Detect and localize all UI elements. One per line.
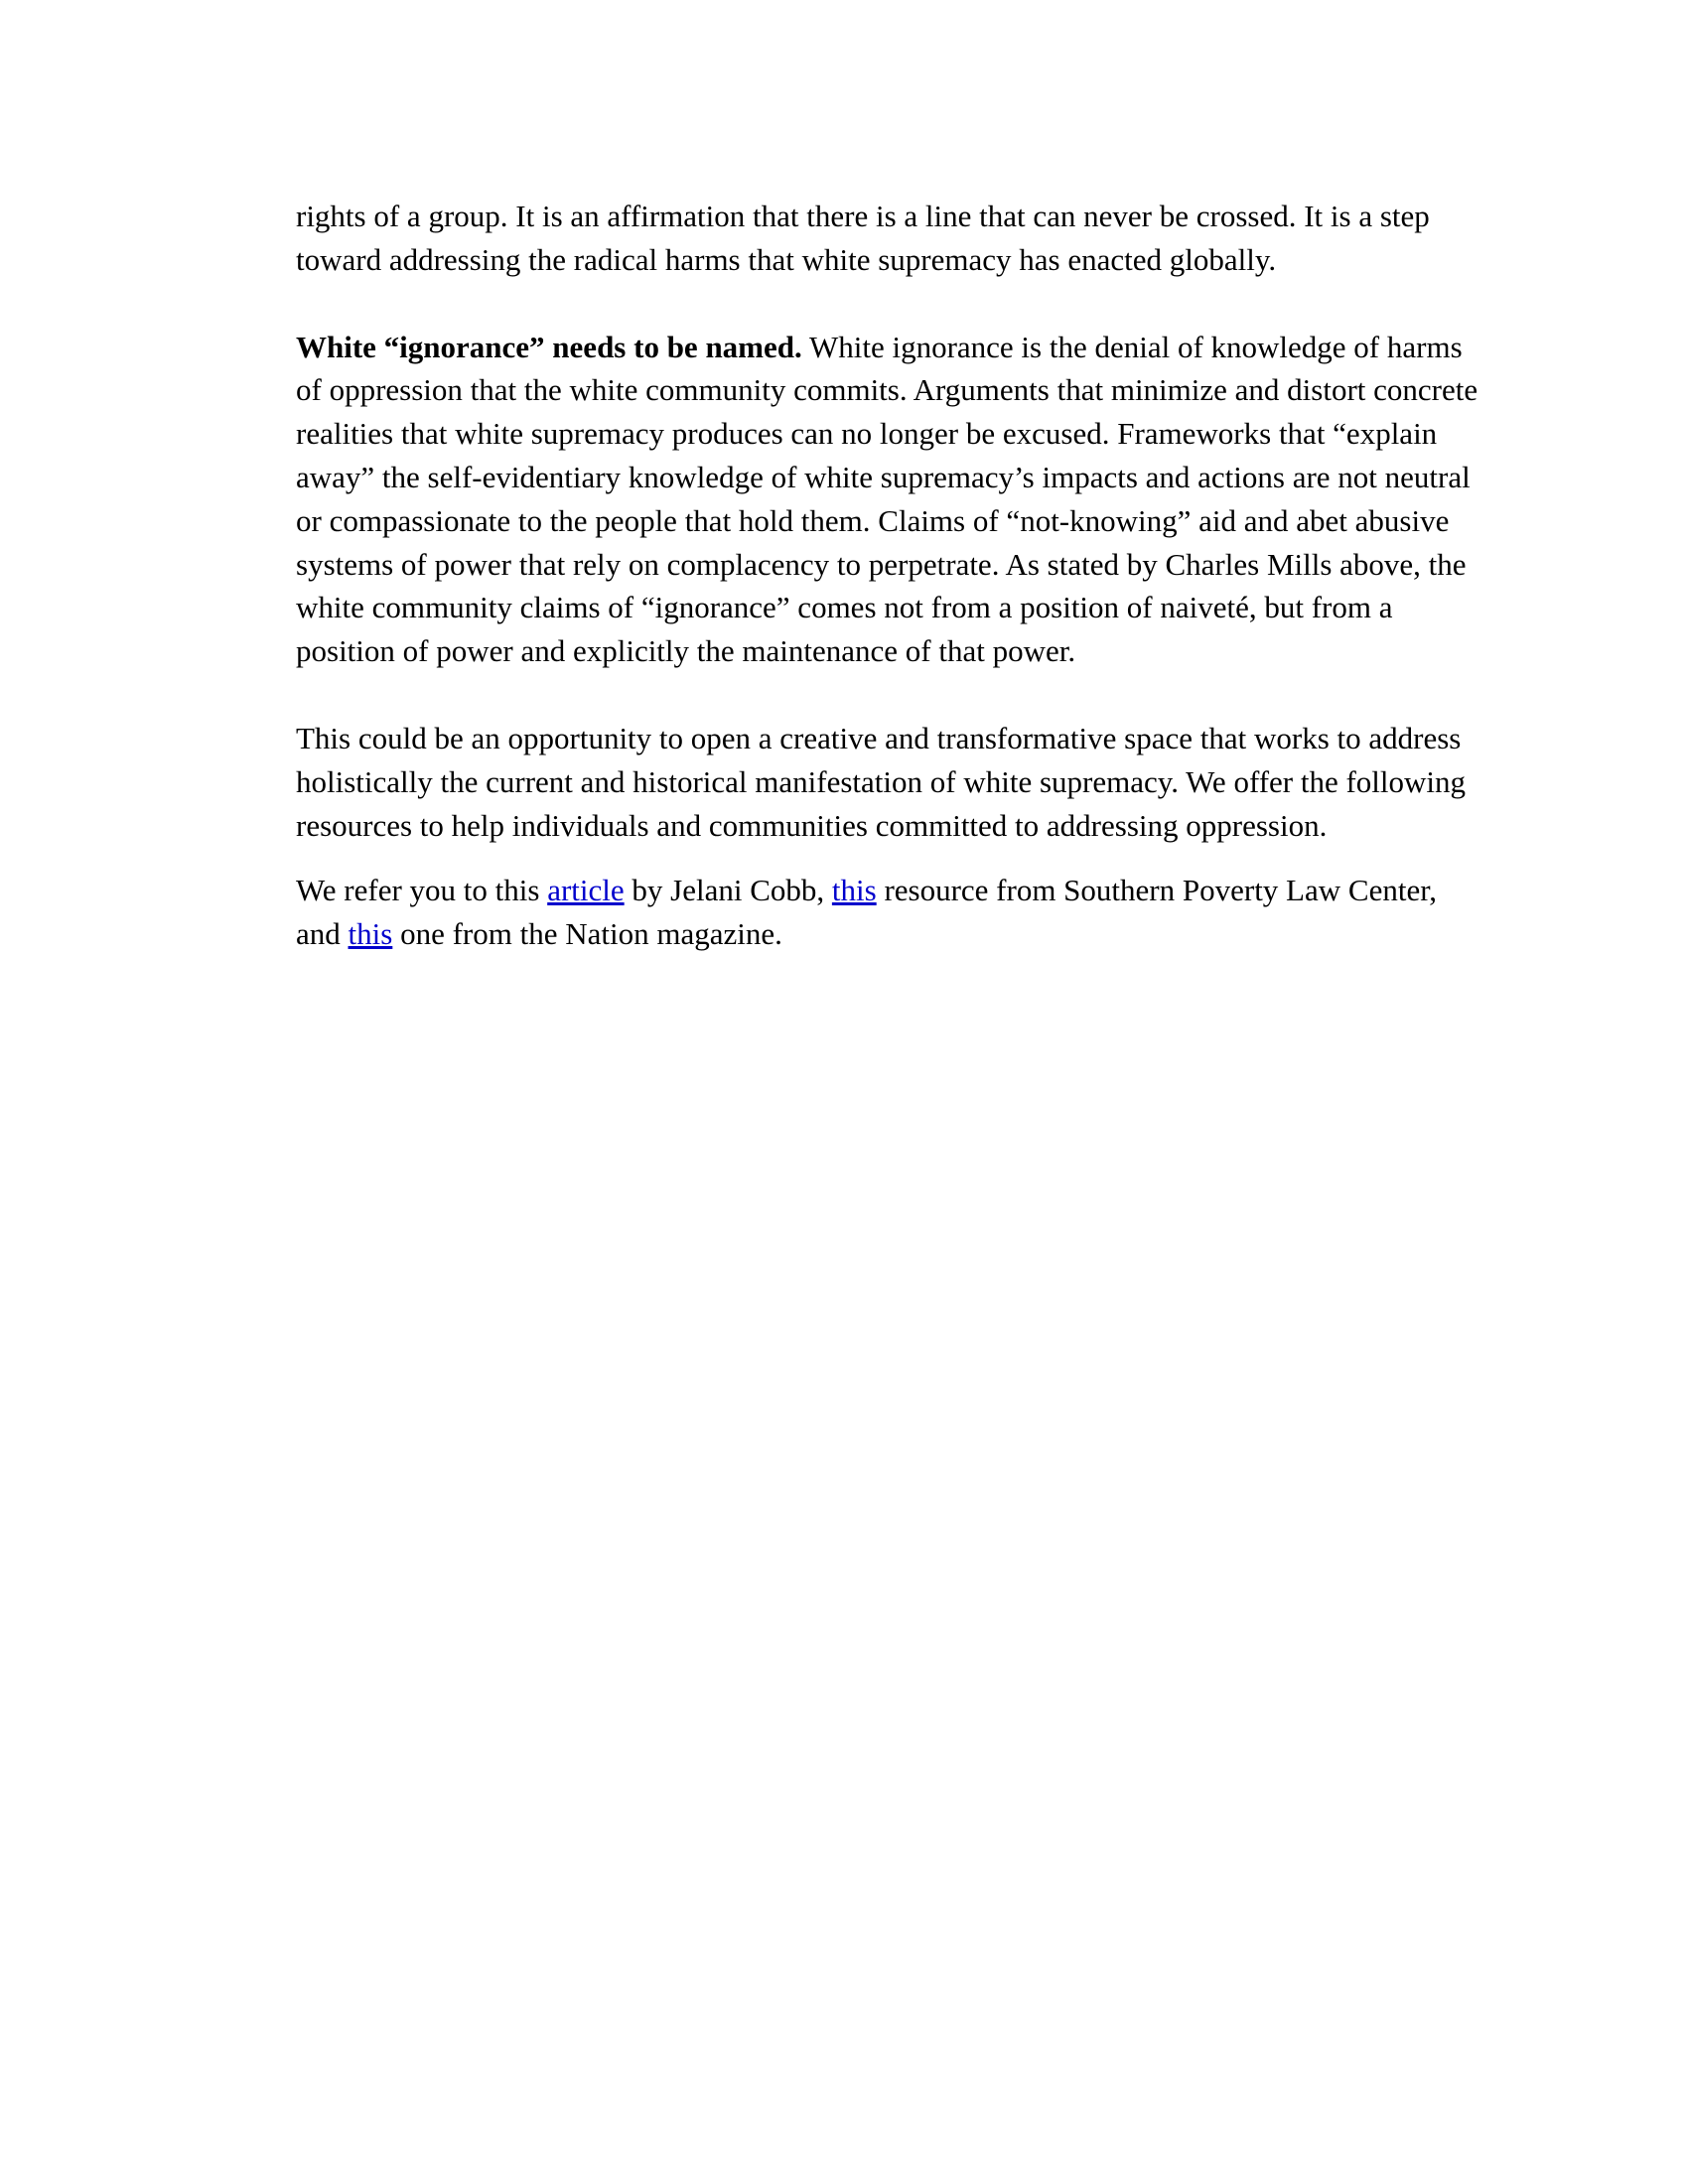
document-body [296, 195, 1487, 956]
paragraph-heading: White “ignorance” needs to be named. [296, 329, 802, 364]
reference-text: We refer you to this [296, 873, 548, 908]
paragraph-white-ignorance [296, 326, 1487, 673]
article-link[interactable]: article [547, 873, 625, 908]
splc-resource-link[interactable]: this [831, 873, 877, 908]
paragraph-references [296, 869, 1487, 956]
reference-text: by Jelani Cobb, [624, 873, 832, 908]
nation-magazine-link[interactable]: this [348, 916, 393, 952]
paragraph-text: White ignorance is the denial of knowledge of harms of oppression that the white community commits. Arguments that minimize and distort concrete realities that white supremacy produces can no longer be excused. Frameworks that “explain away” the self-evidentiary knowledge of white supremacy’s impacts and actions are not neutral or compassionate to the people that hold them. Claims of “not-knowing” aid and abet abusive systems of power that rely on complacency to perpetrate. As stated by Charles Mills above, the white community claims of “ignorance” comes not from a position of naiveté, but from a position of power and explicitly the maintenance of that power. [296, 329, 1478, 669]
paragraph-rights-of-group: rights of a group. It is an affirmation that there is a line that can never be crossed. It is a step toward addressing the radical harms that white supremacy has enacted globally. [296, 199, 1430, 277]
reference-text: one from the Nation magazine. [392, 916, 782, 952]
reference-text: resource from Southern Poverty Law Center, and [296, 873, 1438, 952]
paragraph-opportunity: This could be an opportunity to open a creative and transformative space that works to address holistically the current and historical manifestation of white supremacy. We offer the following resources to help individuals and communities committed to addressing oppression. [296, 720, 1467, 843]
